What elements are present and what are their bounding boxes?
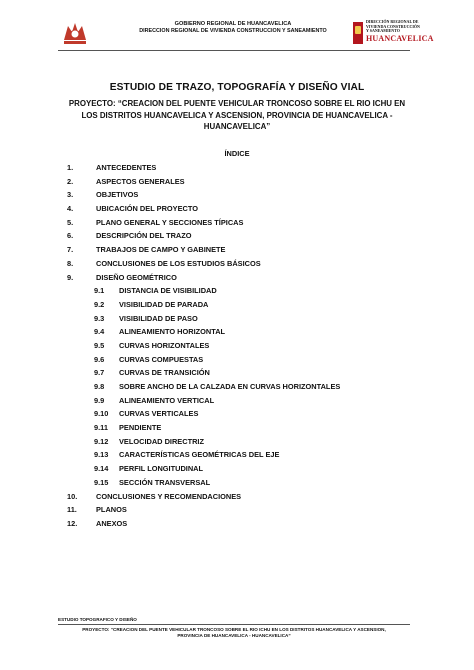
toc-entry [67, 204, 427, 218]
header-divider [58, 50, 410, 51]
toc-entry-label: CONCLUSIONES Y RECOMENDACIONES [96, 491, 242, 501]
logo-small-text-2: VIVIENDA CONSTRUCCIÓN [366, 23, 420, 29]
toc-entry-label: VISIBILIDAD DE PASO [119, 313, 198, 323]
toc-entry-label: CURVAS HORIZONTALES [119, 340, 210, 350]
document-title: ESTUDIO DE TRAZO, TOPOGRAFÍA Y DISEÑO VIAL [109, 82, 365, 93]
toc-entry-number: 9.2 [94, 299, 105, 309]
toc-entry-label: PERFIL LONGITUDINAL [119, 464, 204, 474]
toc-entry-number: 9.11 [94, 423, 108, 433]
toc-entry [67, 190, 427, 204]
toc-entry-number: 9.15 [94, 477, 109, 487]
toc-entry [67, 478, 427, 492]
toc-entry [67, 300, 427, 314]
toc-entry-label: PLANOS [96, 505, 127, 515]
toc-entry [67, 437, 427, 451]
toc-entry-number: 11. [67, 505, 77, 515]
toc-entry-label: CURVAS COMPUESTAS [119, 354, 204, 364]
toc-entry-number: 9.8 [94, 382, 105, 391]
toc-entry-label: DISTANCIA DE VISIBILIDAD [119, 286, 217, 296]
toc-entry-number: 9. [67, 272, 74, 282]
toc-entry [67, 259, 427, 273]
toc-entry-label: ALINEAMIENTO VERTICAL [119, 395, 215, 405]
toc-entry-number: 9.9 [94, 395, 105, 405]
toc-entry [67, 273, 427, 287]
toc-entry-label: TRABAJOS DE CAMPO Y GABINETE [96, 245, 226, 255]
toc-entry [67, 396, 427, 410]
toc-entry-label: CURVAS DE TRANSICIÓN [119, 368, 210, 378]
toc-entry [67, 286, 427, 300]
toc-entry [67, 450, 427, 464]
toc-entry-number: 9.4 [94, 327, 105, 337]
toc-entry-number: 12. [67, 518, 78, 528]
footer-divider [58, 624, 410, 625]
toc-entry-label: UBICACIÓN DEL PROYECTO [96, 204, 198, 214]
footer-line-1: PROYECTO: “CREACION DEL PUENTE VEHICULAR TRONCOSO SOBRE EL RIO ICHU EN LOS DISTRITOS HUANCAVELICA Y ASCENSION, [82, 627, 386, 632]
toc-entry-label: CURVAS VERTICALES [119, 409, 199, 419]
toc-entry-number: 9.1 [94, 286, 105, 296]
toc-entry [67, 177, 427, 191]
footer-text [58, 627, 410, 640]
footer-label: ESTUDIO TOPOGRAFICO Y DISEÑO [58, 617, 137, 622]
toc-entry-label: ANTECEDENTES [96, 163, 157, 172]
toc-entry [67, 423, 427, 437]
toc-entry-label: PENDIENTE [119, 423, 162, 433]
toc-entry-number: 4. [67, 204, 74, 214]
toc-entry [67, 505, 427, 519]
toc-entry [67, 464, 427, 478]
footer-line-2: PROVINCIA DE HUANCAVELICA - HUANCAVELICA” [177, 633, 291, 639]
toc-entry [67, 231, 427, 245]
toc-entry-label: SECCIÓN TRANSVERSAL [119, 477, 211, 487]
toc-entry-number: 1. [67, 163, 74, 172]
toc-entry-number: 9.7 [94, 368, 105, 378]
toc-entry-number: 9.10 [94, 409, 109, 419]
toc-entry-number: 10. [67, 491, 78, 501]
toc-entry [67, 492, 427, 506]
toc-entry [67, 218, 427, 232]
toc-entry [67, 355, 427, 369]
toc-entry-label: OBJETIVOS [96, 190, 139, 200]
toc-entry-label: VISIBILIDAD DE PARADA [119, 299, 209, 309]
toc-entry [67, 368, 427, 382]
toc-entry-number: 7. [67, 245, 74, 255]
regional-government-logo-icon [58, 18, 92, 48]
logo-small-text-3: Y SANEAMIENTO [366, 28, 400, 34]
toc-entry-label: SOBRE ANCHO DE LA CALZADA EN CURVAS HORIZONTALES [119, 382, 341, 391]
toc-entry [67, 409, 427, 423]
toc-entry-label: CONCLUSIONES DE LOS ESTUDIOS BÁSICOS [96, 258, 261, 268]
toc-entry-number: 5. [67, 217, 74, 227]
toc-entry-label: CARACTERÍSTICAS GEOMÉTRICAS DEL EJE [119, 450, 280, 460]
toc-entry-number: 9.13 [94, 450, 109, 460]
toc-entry [67, 341, 427, 355]
toc-entry [67, 519, 427, 533]
header-line-1: GOBIERNO REGIONAL DE HUANCAVELICA [174, 21, 292, 27]
directorate-emblem-icon [353, 22, 363, 44]
project-description: PROYECTO: “CREACION DEL PUENTE VEHICULAR TRONCOSO SOBRE EL RIO ICHU EN LOS DISTRITOS HUANCAVELICA Y ASCENSION, PROVINCIA DE HUANCAVELICA - HUANCAVELICA” [68, 99, 406, 132]
toc-entry-number: 9.12 [94, 436, 109, 446]
toc-entry-number: 3. [67, 190, 74, 200]
toc-entry-label: DISEÑO GEOMÉTRICO [96, 272, 177, 282]
toc-entry-label: ASPECTOS GENERALES [96, 176, 185, 186]
header-line-2: DIRECCION REGIONAL DE VIVIENDA CONSTRUCCION Y SANEAMIENTO [139, 28, 327, 34]
toc-entry-label: ALINEAMIENTO HORIZONTAL [119, 327, 226, 337]
toc-entry-number: 9.3 [94, 313, 105, 323]
toc-entry-label: ANEXOS [96, 518, 128, 528]
toc-entry-label: PLANO GENERAL Y SECCIONES TÍPICAS [96, 217, 244, 227]
toc-entry [67, 314, 427, 328]
toc-entry-label: VELOCIDAD DIRECTRIZ [119, 436, 204, 446]
index-heading: ÍNDICE [224, 149, 250, 158]
toc-entry [67, 327, 427, 341]
toc-entry-number: 9.6 [94, 354, 105, 364]
toc-entry-number: 9.5 [94, 340, 105, 350]
toc-entry-number: 2. [67, 176, 74, 186]
toc-entry [67, 382, 427, 396]
toc-entry-label: DESCRIPCIÓN DEL TRAZO [96, 231, 192, 241]
toc-entry-number: 9.14 [94, 464, 109, 474]
page-header [58, 18, 434, 48]
directorate-logo [353, 20, 469, 48]
toc-entry [67, 245, 427, 259]
toc-entry [67, 163, 427, 177]
toc-entry-number: 6. [67, 231, 74, 241]
logo-small-text-1: DIRECCIÓN REGIONAL DE [366, 19, 419, 24]
toc-entry-number: 8. [67, 258, 74, 268]
table-of-contents [67, 163, 427, 533]
logo-big-text: HUANCAVELICA [366, 33, 434, 43]
